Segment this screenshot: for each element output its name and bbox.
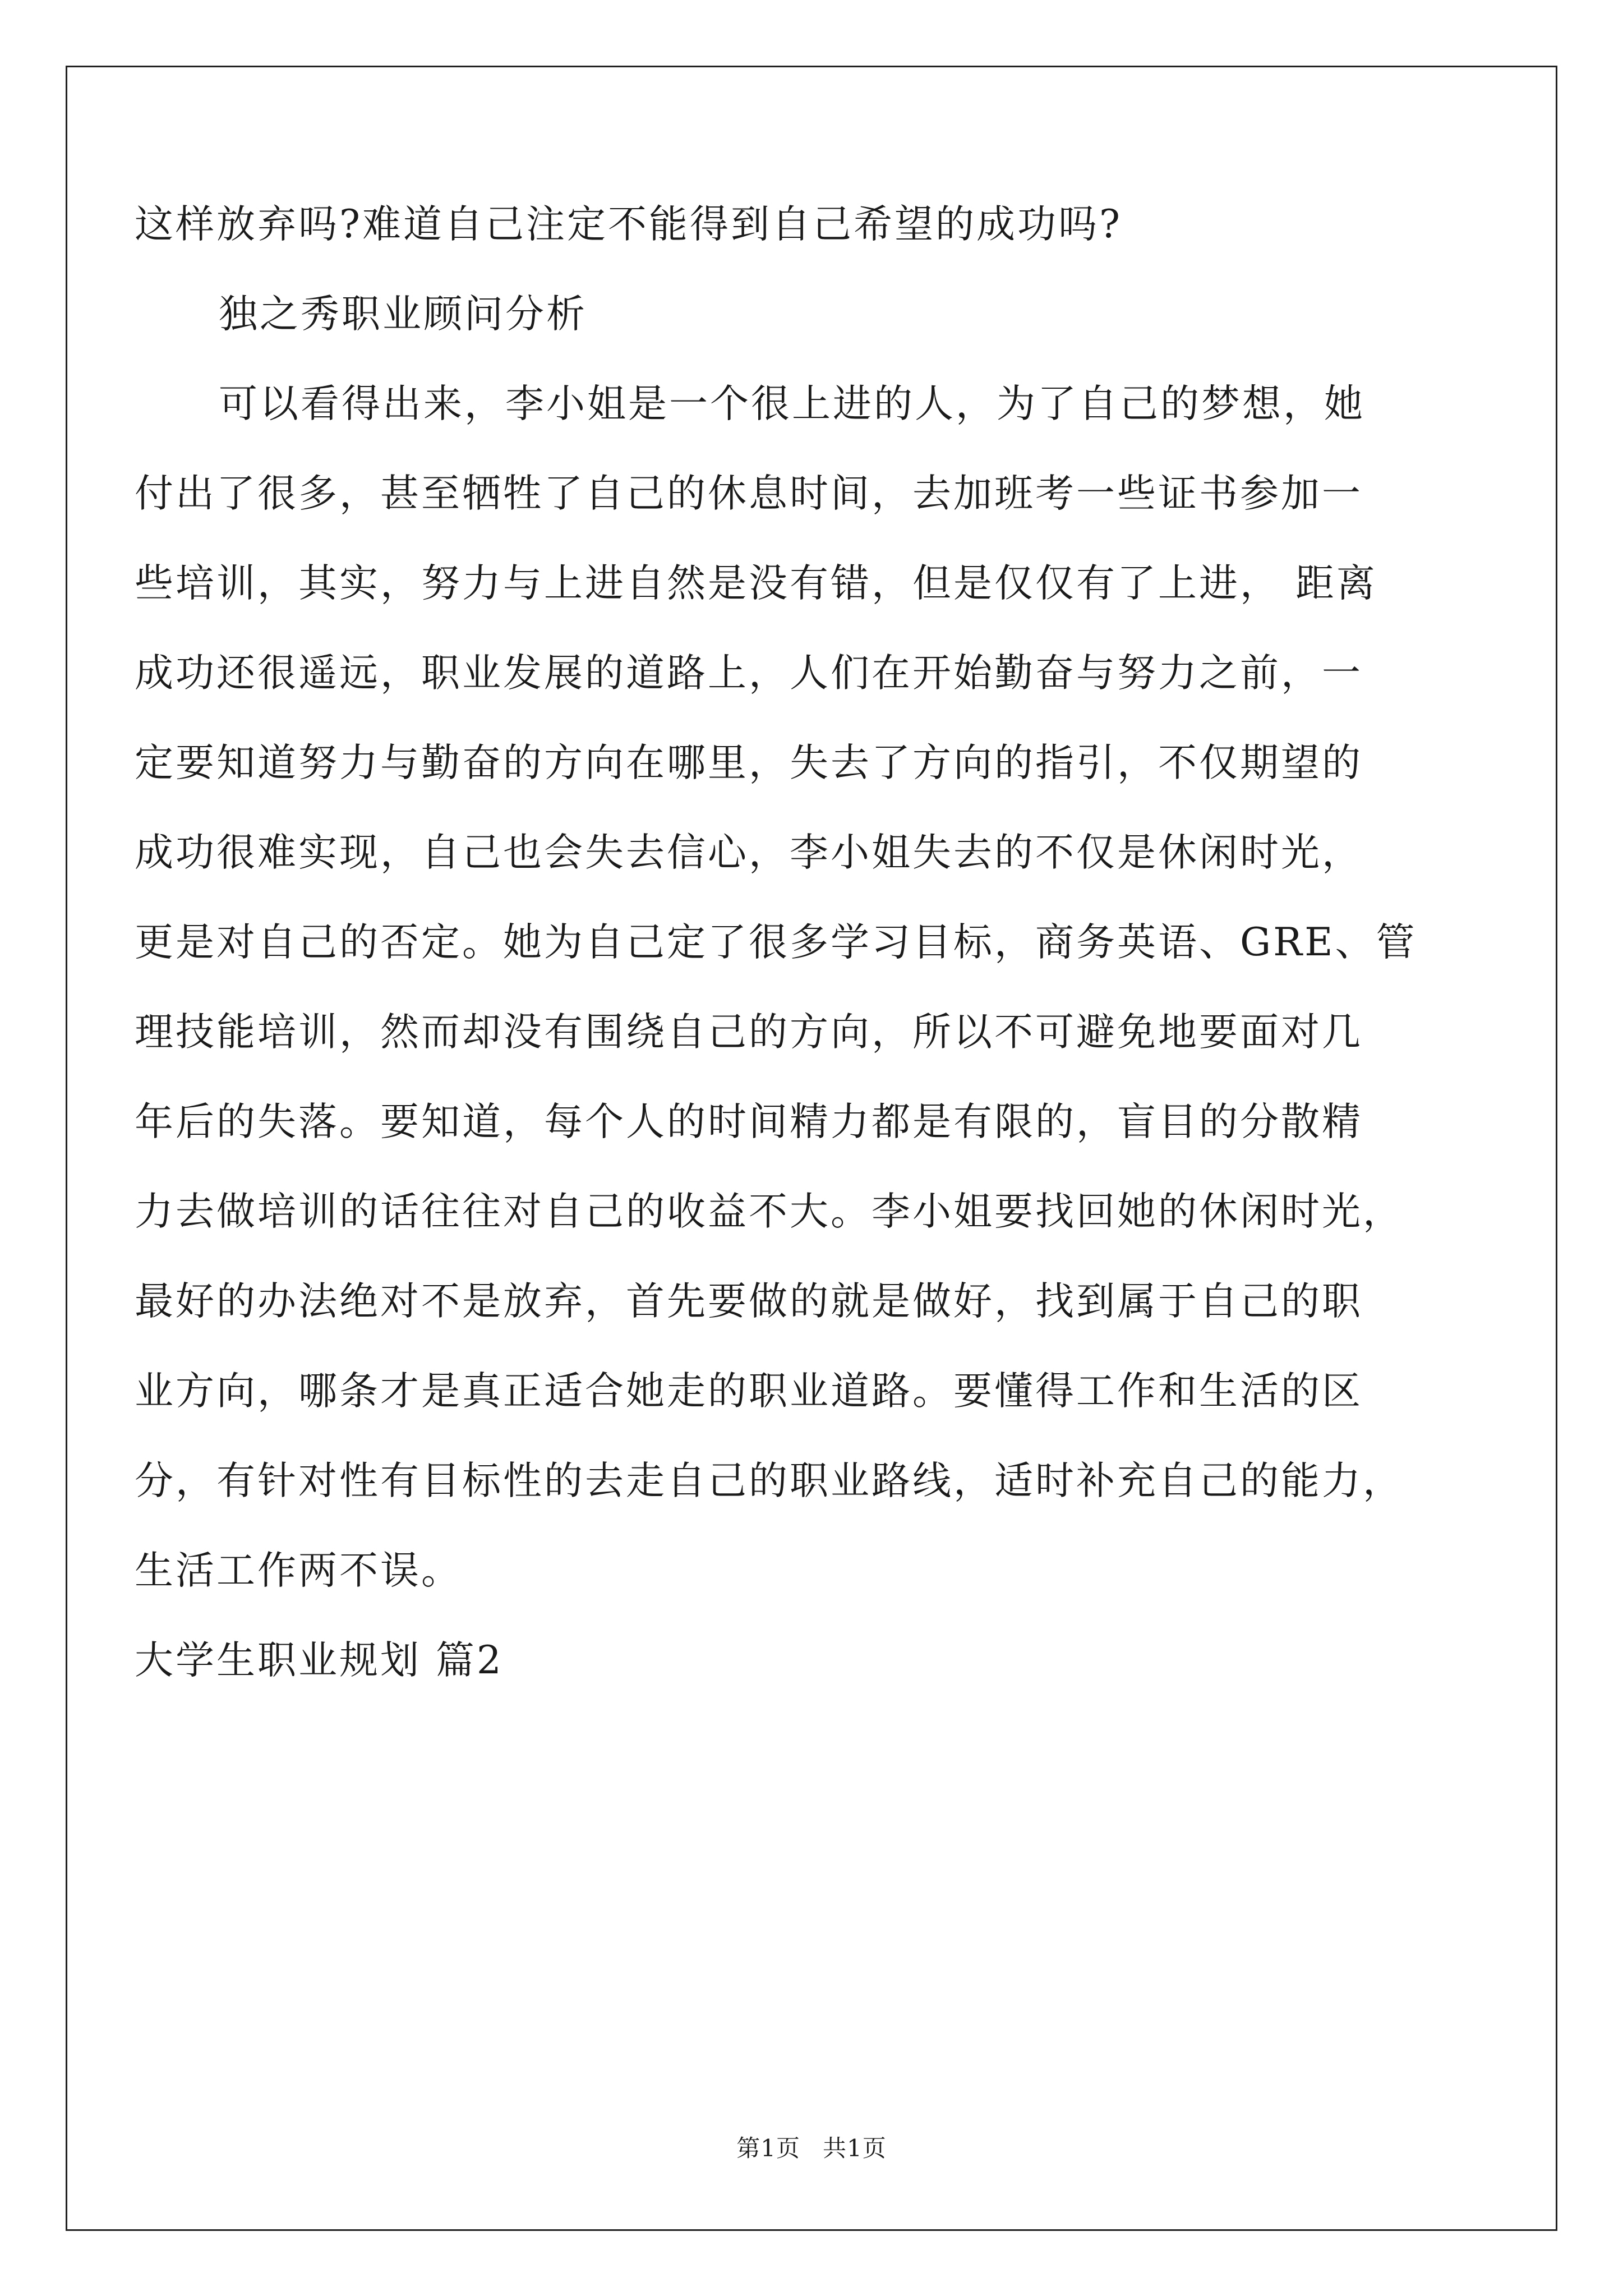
- text-line: 力去做培训的话往往对自己的收益不大。李小姐要找回她的休闲时光，: [135, 1189, 1404, 1234]
- text-line: 分，有针对性有目标性的去走自己的职业路线，适时补充自己的能力，: [135, 1458, 1404, 1503]
- section-heading: 独之秀职业顾问分析: [219, 292, 587, 337]
- text-line: 定要知道努力与勤奋的方向在哪里，失去了方向的指引，不仅期望的: [135, 740, 1363, 785]
- text-line: 业方向，哪条才是真正适合她走的职业道路。要懂得工作和生活的区: [135, 1369, 1363, 1414]
- text-line: 成功很难实现，自己也会失去信心，李小姐失去的不仅是休闲时光，: [135, 830, 1363, 875]
- page-footer: [0, 2134, 1623, 2162]
- text-line: 年后的失落。要知道，每个人的时间精力都是有限的，盲目的分散精: [135, 1099, 1363, 1144]
- paragraph-first-line: 可以看得出来，李小姐是一个很上进的人，为了自己的梦想，她: [219, 381, 1365, 426]
- section-title: 大学生职业规划 篇2: [135, 1638, 504, 1683]
- text-line: 成功还很遥远，职业发展的道路上，人们在开始勤奋与努力之前，一: [135, 651, 1363, 696]
- text-line: 生活工作两不误。: [135, 1548, 462, 1593]
- page-total: 共1页: [823, 2134, 887, 2162]
- text-line: 最好的办法绝对不是放弃，首先要做的就是做好，找到属于自己的职: [135, 1279, 1363, 1324]
- text-line: 这样放弃吗?难道自己注定不能得到自己希望的成功吗?: [135, 202, 1122, 247]
- page-number: 第1页: [736, 2134, 800, 2162]
- text-line: 些培训，其实，努力与上进自然是没有错，但是仅仅有了上进， 距离: [135, 561, 1377, 606]
- text-line: 理技能培训，然而却没有围绕自己的方向，所以不可避免地要面对几: [135, 1010, 1363, 1055]
- text-line: 付出了很多，甚至牺牲了自己的休息时间，去加班考一些证书参加一: [135, 471, 1363, 516]
- text-line: 更是对自己的否定。她为自己定了很多学习目标，商务英语、GRE、管: [135, 920, 1417, 965]
